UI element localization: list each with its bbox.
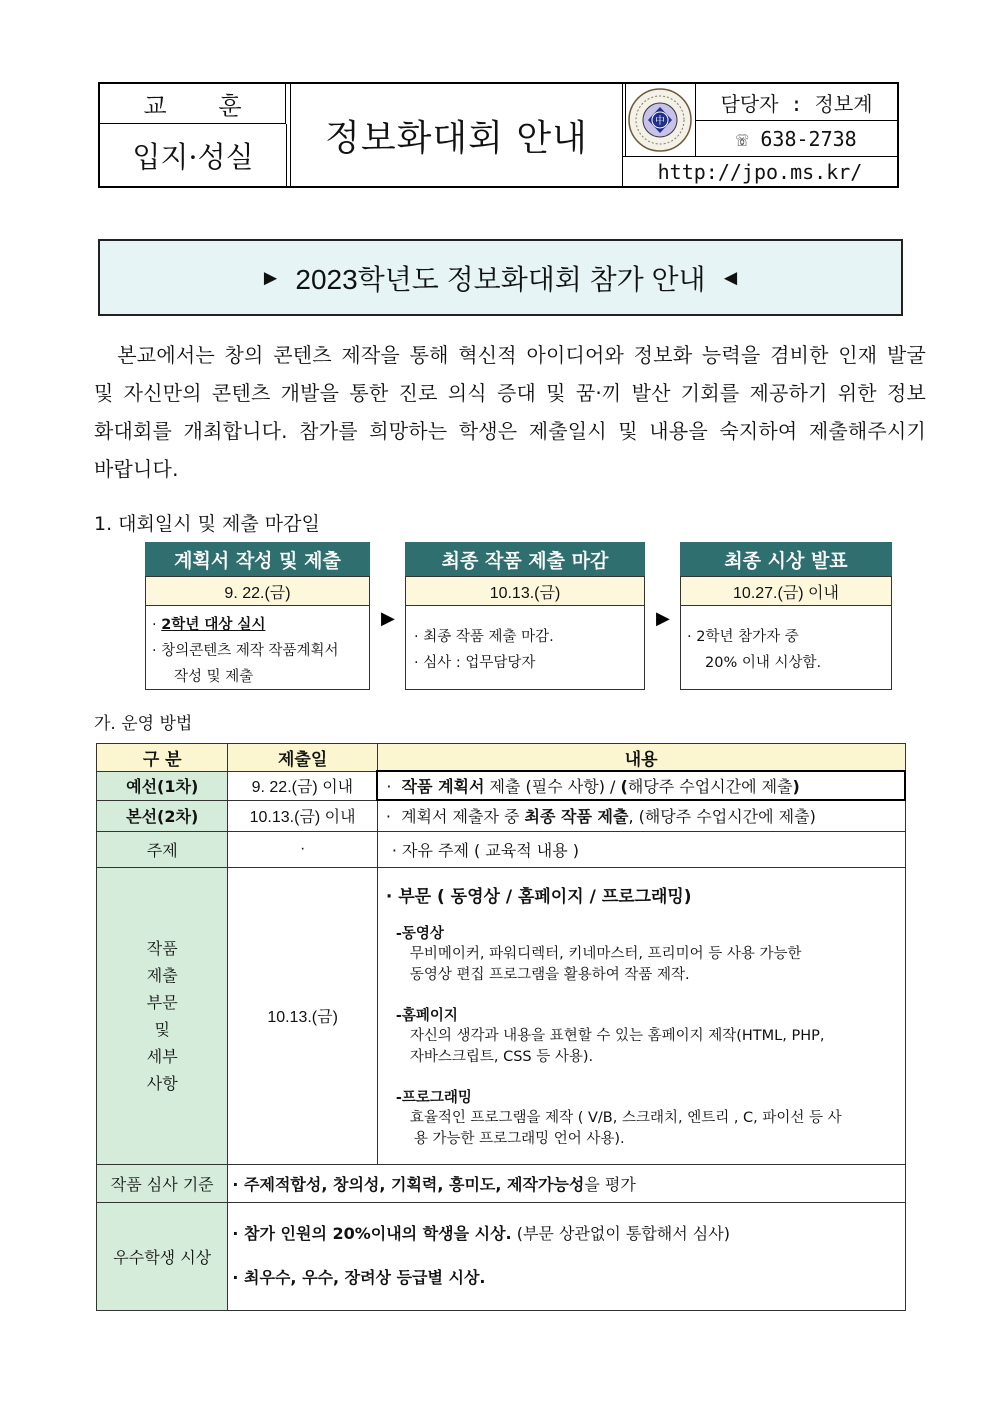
col-header-category: 구 분 (97, 744, 228, 772)
row-content: · 참가 인원의 20%이내의 학생을 시상. (부문 상관없이 통합해서 심사) · 최우수, 우수, 장려상 등급별 시상. (228, 1202, 905, 1310)
row-date: 9. 22.(금) 이내 (228, 771, 377, 800)
schedule-date: 9. 22.(금) (145, 576, 370, 606)
row-date: · (228, 831, 377, 867)
schedule-heading: 최종 시상 발표 (680, 542, 892, 576)
contact-person: 담당자 : 정보계 (696, 84, 897, 121)
section-title-schedule: 1. 대회일시 및 제출 마감일 (94, 513, 320, 535)
schedule-item: 작성 및 제출 (174, 669, 254, 685)
intro-paragraph (94, 336, 926, 488)
row-label: 예선(1차) (97, 771, 228, 800)
schedule-heading: 최종 작품 제출 마감 (405, 542, 645, 576)
schedule-heading: 계획서 작성 및 제출 (145, 542, 370, 576)
arrow-right-icon: ▶ (656, 608, 670, 629)
row-content: · 부문 ( 동영상 / 홈페이지 / 프로그래밍) -동영상 무비메이커, 파워디렉터, 키네마스터, 프리미어 등 사용 가능한 동영상 편집 프로그램을 활용하여 작품 제작. -홈페이지 자신의 생각과 내용을 표현할 수 있는 홈페이지 제작(HTML, PHP, 자바스크립트, CSS 등 사용). -프로그래밍 효율적인 프로그램을 제작 ( V/B, 스크래치, 엔트리 , C, 파이선 등 사 용 가능한 프로그래밍 언어 사용). (377, 867, 905, 1164)
table-row (97, 831, 906, 867)
subcategory-title: -동영상 (395, 925, 444, 942)
row-content: · 작품 계획서 제출 (필수 사항) / (해당주 수업시간에 제출) (377, 771, 905, 800)
row-label: 본선(2차) (97, 800, 228, 831)
row-label: 주제 (97, 831, 228, 867)
row-label: 작품 심사 기준 (97, 1164, 228, 1202)
intro-line: 및 자신만의 콘텐츠 개발을 통한 진로 의식 증대 및 꿈·끼 발산 기회를 제공하기 위한 정보 (94, 381, 926, 405)
contact-phone: ☏ 638-2738 (736, 126, 857, 151)
row-content: · 자유 주제 ( 교육적 내용 ) (377, 831, 905, 867)
subcategory-title: -프로그래밍 (395, 1089, 472, 1106)
document-title: 정보화대회 안내 (291, 84, 623, 186)
schedule-body: · 2학년 대상 실시 · 창의콘텐츠 제작 작품계획서 작성 및 제출 (145, 606, 370, 690)
category-title: · 부문 ( 동영상 / 홈페이지 / 프로그래밍) (385, 886, 692, 907)
schedule-item: · 창의콘텐츠 제작 작품계획서 (152, 643, 339, 659)
schedule-body (405, 606, 645, 690)
schedule-item: · 2학년 참가자 중 (687, 629, 799, 645)
col-header-date: 제출일 (228, 744, 377, 772)
operation-table (96, 743, 906, 1311)
schedule-date: 10.13.(금) (405, 576, 645, 606)
table-row (97, 867, 906, 1164)
schedule-item: 2학년 대상 실시 (161, 617, 266, 633)
left-pointer-icon: ◄ (719, 264, 742, 290)
schedule-item: 20% 이내 시상함. (705, 655, 822, 671)
section-title-operation: 가. 운영 방법 (94, 714, 193, 734)
col-header-content: 내용 (377, 744, 905, 772)
header-box (98, 82, 899, 188)
row-label: 작품 제출 부문 및 세부 사항 (97, 867, 228, 1164)
svg-text:中: 中 (655, 116, 665, 127)
intro-line: 본교에서는 창의 콘텐츠 제작을 통해 혁신적 아이디어와 정보화 능력을 겸비한 인재 발굴 (94, 343, 926, 367)
table-row (97, 800, 906, 831)
row-date: 10.13.(금) 이내 (228, 800, 377, 831)
arrow-right-icon: ▶ (381, 608, 395, 629)
subcategory-title: -홈페이지 (395, 1007, 458, 1024)
school-logo (627, 86, 693, 154)
motto-label: 교 훈 (100, 84, 286, 124)
table-row (97, 771, 906, 800)
row-date: 10.13.(금) (228, 867, 377, 1164)
row-content: · 계획서 제출자 중 최종 작품 제출, (해당주 수업시간에 제출) (377, 800, 905, 831)
schedule-date: 10.27.(금) 이내 (680, 576, 892, 606)
intro-line: 화대회를 개최합니다. 참가를 희망하는 학생은 제출일시 및 내용을 숙지하여 제출해주시기 (94, 419, 926, 443)
schedule-item: · 심사 : 업무담당자 (414, 655, 536, 671)
schedule-body (680, 606, 892, 690)
row-label: 우수학생 시상 (97, 1202, 228, 1310)
school-url[interactable]: http://jpo.ms.kr/ (623, 156, 897, 187)
schedule-item: · 최종 작품 제출 마감. (414, 629, 554, 645)
school-motto: 입지·성실 (100, 124, 287, 186)
banner (98, 239, 903, 316)
banner-title: 2023학년도 정보화대회 참가 안내 (295, 263, 706, 295)
right-pointer-icon: ► (259, 264, 282, 290)
table-row (97, 1164, 906, 1202)
row-content: · 주제적합성, 창의성, 기획력, 흥미도, 제작가능성을 평가 (228, 1164, 905, 1202)
table-row (97, 1202, 906, 1310)
intro-line: 바랍니다. (94, 457, 179, 481)
